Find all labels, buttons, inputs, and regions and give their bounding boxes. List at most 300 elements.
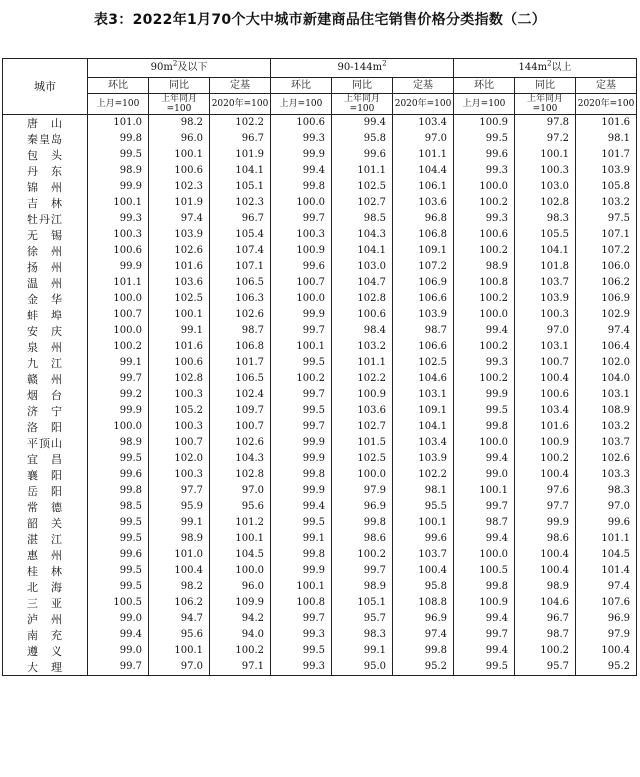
- index-value: 102.2: [210, 115, 271, 132]
- index-value: 100.4: [576, 643, 637, 659]
- index-value: 106.9: [576, 291, 637, 307]
- index-value: 103.7: [576, 435, 637, 451]
- index-value: 101.4: [576, 563, 637, 579]
- index-value: 96.7: [210, 211, 271, 227]
- index-value: 100.0: [88, 323, 149, 339]
- index-value: 100.8: [271, 595, 332, 611]
- index-value: 102.8: [515, 195, 576, 211]
- index-value: 101.7: [576, 147, 637, 163]
- index-value: 103.1: [393, 387, 454, 403]
- index-value: 100.1: [271, 339, 332, 355]
- index-value: 99.2: [88, 387, 149, 403]
- index-value: 97.9: [332, 483, 393, 499]
- city-name: 牡丹江: [3, 211, 88, 227]
- index-value: 94.2: [210, 611, 271, 627]
- index-value: 97.0: [149, 659, 210, 676]
- index-value: 97.8: [515, 115, 576, 132]
- table-row: [3, 483, 637, 499]
- sub-header: 环比: [271, 78, 332, 94]
- index-value: 103.3: [576, 467, 637, 483]
- index-value: 99.5: [271, 403, 332, 419]
- index-value: 102.5: [332, 179, 393, 195]
- index-value: 101.0: [149, 547, 210, 563]
- index-value: 96.7: [210, 131, 271, 147]
- city-name: 丹 东: [3, 163, 88, 179]
- index-value: 100.7: [149, 435, 210, 451]
- index-value: 100.0: [454, 435, 515, 451]
- index-value: 98.5: [88, 499, 149, 515]
- city-name: 徐 州: [3, 243, 88, 259]
- index-value: 99.7: [88, 659, 149, 676]
- city-name: 常 德: [3, 499, 88, 515]
- index-value: 100.8: [454, 275, 515, 291]
- index-value: 102.6: [210, 435, 271, 451]
- index-value: 100.4: [149, 563, 210, 579]
- index-value: 105.2: [149, 403, 210, 419]
- index-value: 102.3: [149, 179, 210, 195]
- index-value: 101.9: [149, 195, 210, 211]
- group-header-medium: $90-144m^2$: [271, 59, 454, 78]
- table-row: [3, 403, 637, 419]
- index-value: 107.2: [576, 243, 637, 259]
- index-value: 99.4: [454, 451, 515, 467]
- index-value: 99.8: [454, 419, 515, 435]
- index-value: 102.2: [393, 467, 454, 483]
- index-value: 103.2: [332, 339, 393, 355]
- index-value: 101.9: [210, 147, 271, 163]
- index-value: 102.8: [332, 291, 393, 307]
- index-value: 101.1: [332, 355, 393, 371]
- index-value: 104.3: [210, 451, 271, 467]
- table-row: [3, 291, 637, 307]
- index-value: 99.8: [454, 579, 515, 595]
- city-name: 大 理: [3, 659, 88, 676]
- index-value: 94.0: [210, 627, 271, 643]
- index-value: 99.5: [88, 515, 149, 531]
- index-value: 105.4: [210, 227, 271, 243]
- index-value: 104.5: [210, 547, 271, 563]
- index-value: 100.2: [515, 643, 576, 659]
- index-value: 101.6: [515, 419, 576, 435]
- index-value: 100.1: [515, 147, 576, 163]
- index-value: 99.9: [271, 451, 332, 467]
- index-value: 95.7: [515, 659, 576, 676]
- index-value: 106.6: [393, 339, 454, 355]
- index-value: 102.5: [149, 291, 210, 307]
- index-value: 106.2: [149, 595, 210, 611]
- index-value: 100.0: [454, 179, 515, 195]
- index-value: 99.5: [271, 515, 332, 531]
- city-name: 金 华: [3, 291, 88, 307]
- index-value: 100.5: [88, 595, 149, 611]
- city-name: 泉 州: [3, 339, 88, 355]
- index-value: 101.1: [576, 531, 637, 547]
- index-value: 102.2: [332, 371, 393, 387]
- index-value: 97.5: [576, 211, 637, 227]
- index-value: 104.0: [576, 371, 637, 387]
- city-name: 湛 江: [3, 531, 88, 547]
- index-value: 106.8: [393, 227, 454, 243]
- index-value: 99.9: [271, 307, 332, 323]
- index-value: 100.4: [515, 371, 576, 387]
- table-row: [3, 259, 637, 275]
- base-header: 上年同月=100: [515, 94, 576, 115]
- index-value: 100.4: [393, 563, 454, 579]
- index-value: 99.7: [88, 371, 149, 387]
- index-value: 99.5: [88, 563, 149, 579]
- index-value: 100.2: [454, 339, 515, 355]
- sub-header: 同比: [149, 78, 210, 94]
- index-value: 100.0: [454, 547, 515, 563]
- index-value: 99.8: [88, 483, 149, 499]
- city-name: 烟 台: [3, 387, 88, 403]
- city-name: 锦 州: [3, 179, 88, 195]
- index-value: 96.8: [393, 211, 454, 227]
- table-row: [3, 531, 637, 547]
- city-name: 平顶山: [3, 435, 88, 451]
- index-value: 102.7: [332, 195, 393, 211]
- city-name: 吉 林: [3, 195, 88, 211]
- index-value: 95.8: [393, 579, 454, 595]
- index-value: 99.4: [271, 163, 332, 179]
- index-value: 99.3: [271, 659, 332, 676]
- index-value: 99.7: [271, 323, 332, 339]
- city-name: 安 庆: [3, 323, 88, 339]
- index-value: 104.1: [332, 243, 393, 259]
- table-row: [3, 595, 637, 611]
- index-value: 99.1: [149, 323, 210, 339]
- index-value: 105.1: [210, 179, 271, 195]
- index-value: 102.9: [576, 307, 637, 323]
- index-value: 99.5: [454, 659, 515, 676]
- index-value: 99.9: [88, 403, 149, 419]
- base-header: 2020年=100: [393, 94, 454, 115]
- sub-header: 定基: [393, 78, 454, 94]
- index-value: 97.0: [393, 131, 454, 147]
- index-value: 100.3: [149, 387, 210, 403]
- index-value: 100.3: [515, 163, 576, 179]
- index-value: 99.3: [454, 211, 515, 227]
- index-value: 101.1: [88, 275, 149, 291]
- index-value: 97.2: [515, 131, 576, 147]
- table-body: [3, 115, 637, 676]
- index-value: 101.2: [210, 515, 271, 531]
- index-value: 105.1: [332, 595, 393, 611]
- city-name: 包 头: [3, 147, 88, 163]
- index-value: 97.6: [515, 483, 576, 499]
- index-value: 98.9: [88, 435, 149, 451]
- table-row: [3, 275, 637, 291]
- index-value: 101.6: [149, 339, 210, 355]
- index-value: 103.6: [149, 275, 210, 291]
- table-row: [3, 355, 637, 371]
- index-value: 109.7: [210, 403, 271, 419]
- index-value: 98.6: [515, 531, 576, 547]
- index-value: 98.3: [515, 211, 576, 227]
- table-row: [3, 131, 637, 147]
- base-header: 上月=100: [454, 94, 515, 115]
- group-header-small: $90m^2$及以下: [88, 59, 271, 78]
- index-value: 99.3: [88, 211, 149, 227]
- index-value: 104.7: [332, 275, 393, 291]
- index-value: 99.9: [515, 515, 576, 531]
- index-value: 98.7: [454, 515, 515, 531]
- index-value: 98.1: [576, 131, 637, 147]
- index-value: 100.9: [454, 115, 515, 132]
- base-header: 上月=100: [271, 94, 332, 115]
- index-value: 99.6: [332, 147, 393, 163]
- index-value: 99.6: [454, 147, 515, 163]
- index-value: 106.1: [393, 179, 454, 195]
- index-value: 100.0: [271, 195, 332, 211]
- index-value: 99.8: [271, 467, 332, 483]
- table-row: [3, 387, 637, 403]
- index-value: 99.6: [271, 259, 332, 275]
- index-value: 103.9: [576, 163, 637, 179]
- index-value: 94.7: [149, 611, 210, 627]
- index-value: 99.5: [88, 531, 149, 547]
- index-value: 95.8: [332, 131, 393, 147]
- index-value: 100.9: [454, 595, 515, 611]
- index-value: 100.2: [454, 195, 515, 211]
- index-value: 103.0: [332, 259, 393, 275]
- index-value: 100.1: [210, 531, 271, 547]
- index-value: 100.2: [271, 371, 332, 387]
- index-value: 96.7: [515, 611, 576, 627]
- index-value: 101.6: [149, 259, 210, 275]
- index-value: 99.4: [454, 643, 515, 659]
- table-title: 表3：2022年1月70个大中城市新建商品住宅销售价格分类指数（二）: [93, 12, 547, 28]
- table-row: [3, 227, 637, 243]
- index-value: 99.7: [271, 387, 332, 403]
- index-value: 99.3: [271, 627, 332, 643]
- city-name: 无 锡: [3, 227, 88, 243]
- index-value: 100.7: [210, 419, 271, 435]
- index-value: 100.0: [88, 291, 149, 307]
- table-row: [3, 611, 637, 627]
- city-name: 桂 林: [3, 563, 88, 579]
- index-value: 100.7: [515, 355, 576, 371]
- sub-header: 环比: [454, 78, 515, 94]
- index-value: 102.5: [393, 355, 454, 371]
- index-value: 101.6: [576, 115, 637, 132]
- table-row: [3, 163, 637, 179]
- table-row: [3, 147, 637, 163]
- index-value: 99.7: [454, 627, 515, 643]
- index-value: 97.0: [515, 323, 576, 339]
- index-value: 99.1: [271, 531, 332, 547]
- index-value: 100.3: [149, 467, 210, 483]
- index-value: 99.5: [454, 403, 515, 419]
- index-value: 100.1: [454, 483, 515, 499]
- index-value: 101.8: [515, 259, 576, 275]
- index-value: 99.8: [271, 547, 332, 563]
- index-value: 99.8: [332, 515, 393, 531]
- index-value: 98.3: [332, 627, 393, 643]
- index-value: 108.9: [576, 403, 637, 419]
- index-value: 97.0: [210, 483, 271, 499]
- index-value: 100.7: [271, 275, 332, 291]
- index-value: 95.6: [149, 627, 210, 643]
- index-value: 102.8: [149, 371, 210, 387]
- index-value: 103.9: [515, 291, 576, 307]
- index-value: 99.7: [271, 211, 332, 227]
- index-value: 105.5: [515, 227, 576, 243]
- table-row: [3, 659, 637, 676]
- index-value: 97.0: [576, 499, 637, 515]
- index-value: 100.3: [271, 227, 332, 243]
- city-name: 岳 阳: [3, 483, 88, 499]
- index-value: 101.0: [88, 115, 149, 132]
- index-value: 106.6: [393, 291, 454, 307]
- index-value: 105.8: [576, 179, 637, 195]
- table-row: [3, 195, 637, 211]
- index-value: 100.0: [271, 291, 332, 307]
- table-row: [3, 371, 637, 387]
- index-value: 100.6: [332, 307, 393, 323]
- index-value: 99.9: [454, 387, 515, 403]
- index-value: 101.7: [210, 355, 271, 371]
- index-value: 96.9: [576, 611, 637, 627]
- index-value: 96.0: [210, 579, 271, 595]
- index-value: 99.3: [454, 355, 515, 371]
- index-value: 100.1: [149, 147, 210, 163]
- index-value: 99.7: [332, 563, 393, 579]
- index-value: 100.1: [149, 307, 210, 323]
- base-header: 2020年=100: [210, 94, 271, 115]
- index-value: 100.0: [454, 307, 515, 323]
- index-value: 99.9: [271, 563, 332, 579]
- index-value: 99.0: [88, 611, 149, 627]
- index-value: 98.4: [332, 323, 393, 339]
- index-value: 100.2: [454, 291, 515, 307]
- index-value: 99.6: [576, 515, 637, 531]
- index-value: 106.4: [576, 339, 637, 355]
- index-value: 99.5: [88, 147, 149, 163]
- index-value: 106.5: [210, 371, 271, 387]
- index-value: 100.4: [515, 563, 576, 579]
- index-value: 97.4: [149, 211, 210, 227]
- index-value: 99.9: [271, 483, 332, 499]
- index-value: 95.6: [210, 499, 271, 515]
- city-name: 遵 义: [3, 643, 88, 659]
- table-row: [3, 547, 637, 563]
- index-value: 100.4: [515, 547, 576, 563]
- index-value: 99.7: [271, 611, 332, 627]
- city-name: 惠 州: [3, 547, 88, 563]
- index-value: 99.5: [271, 355, 332, 371]
- table-row: [3, 515, 637, 531]
- index-value: 97.1: [210, 659, 271, 676]
- city-name: 洛 阳: [3, 419, 88, 435]
- index-value: 100.0: [210, 563, 271, 579]
- index-value: 99.5: [88, 451, 149, 467]
- index-value: 100.2: [332, 547, 393, 563]
- index-value: 106.8: [210, 339, 271, 355]
- index-value: 102.0: [576, 355, 637, 371]
- index-value: 99.9: [271, 147, 332, 163]
- index-value: 95.5: [393, 499, 454, 515]
- index-value: 98.9: [454, 259, 515, 275]
- index-value: 104.6: [515, 595, 576, 611]
- index-value: 104.6: [393, 371, 454, 387]
- index-value: 100.5: [454, 563, 515, 579]
- index-value: 99.8: [88, 131, 149, 147]
- index-value: 98.9: [149, 531, 210, 547]
- index-value: 99.5: [88, 579, 149, 595]
- index-value: 100.1: [88, 195, 149, 211]
- index-value: 99.1: [332, 643, 393, 659]
- index-value: 99.4: [332, 115, 393, 132]
- index-value: 98.7: [393, 323, 454, 339]
- index-value: 103.4: [393, 435, 454, 451]
- index-value: 109.1: [393, 403, 454, 419]
- table-row: [3, 307, 637, 323]
- index-value: 102.6: [576, 451, 637, 467]
- sub-header: 环比: [88, 78, 149, 94]
- index-value: 103.4: [393, 115, 454, 132]
- index-value: 100.9: [332, 387, 393, 403]
- index-value: 103.1: [515, 339, 576, 355]
- index-value: 98.1: [393, 483, 454, 499]
- index-value: 99.7: [271, 419, 332, 435]
- index-value: 99.5: [454, 131, 515, 147]
- table-row: [3, 323, 637, 339]
- sub-header: 同比: [515, 78, 576, 94]
- sub-header: 定基: [576, 78, 637, 94]
- index-value: 100.6: [149, 355, 210, 371]
- base-header: 上年同月=100: [149, 94, 210, 115]
- index-value: 102.8: [210, 467, 271, 483]
- index-value: 99.1: [88, 355, 149, 371]
- index-value: 101.1: [332, 163, 393, 179]
- index-value: 101.1: [393, 147, 454, 163]
- index-value: 103.6: [332, 403, 393, 419]
- table-row: [3, 179, 637, 195]
- index-value: 104.3: [332, 227, 393, 243]
- index-value: 100.2: [88, 339, 149, 355]
- city-name: 泸 州: [3, 611, 88, 627]
- city-name: 唐 山: [3, 115, 88, 132]
- index-value: 100.0: [88, 419, 149, 435]
- index-value: 95.2: [576, 659, 637, 676]
- table-row: [3, 467, 637, 483]
- table-row: [3, 627, 637, 643]
- index-value: 107.2: [393, 259, 454, 275]
- index-value: 96.0: [149, 131, 210, 147]
- index-value: 100.1: [149, 643, 210, 659]
- index-value: 106.3: [210, 291, 271, 307]
- city-name: 三 亚: [3, 595, 88, 611]
- table-row: [3, 435, 637, 451]
- table-row: [3, 211, 637, 227]
- index-value: 103.9: [149, 227, 210, 243]
- index-value: 98.2: [149, 115, 210, 132]
- index-value: 96.9: [393, 611, 454, 627]
- index-value: 102.4: [210, 387, 271, 403]
- index-value: 104.1: [515, 243, 576, 259]
- index-value: 107.1: [576, 227, 637, 243]
- city-name: 韶 关: [3, 515, 88, 531]
- table-row: [3, 243, 637, 259]
- index-value: 106.0: [576, 259, 637, 275]
- index-value: 95.0: [332, 659, 393, 676]
- index-value: 102.6: [210, 307, 271, 323]
- index-value: 102.7: [332, 419, 393, 435]
- table-row: [3, 499, 637, 515]
- index-value: 99.4: [88, 627, 149, 643]
- index-value: 100.3: [88, 227, 149, 243]
